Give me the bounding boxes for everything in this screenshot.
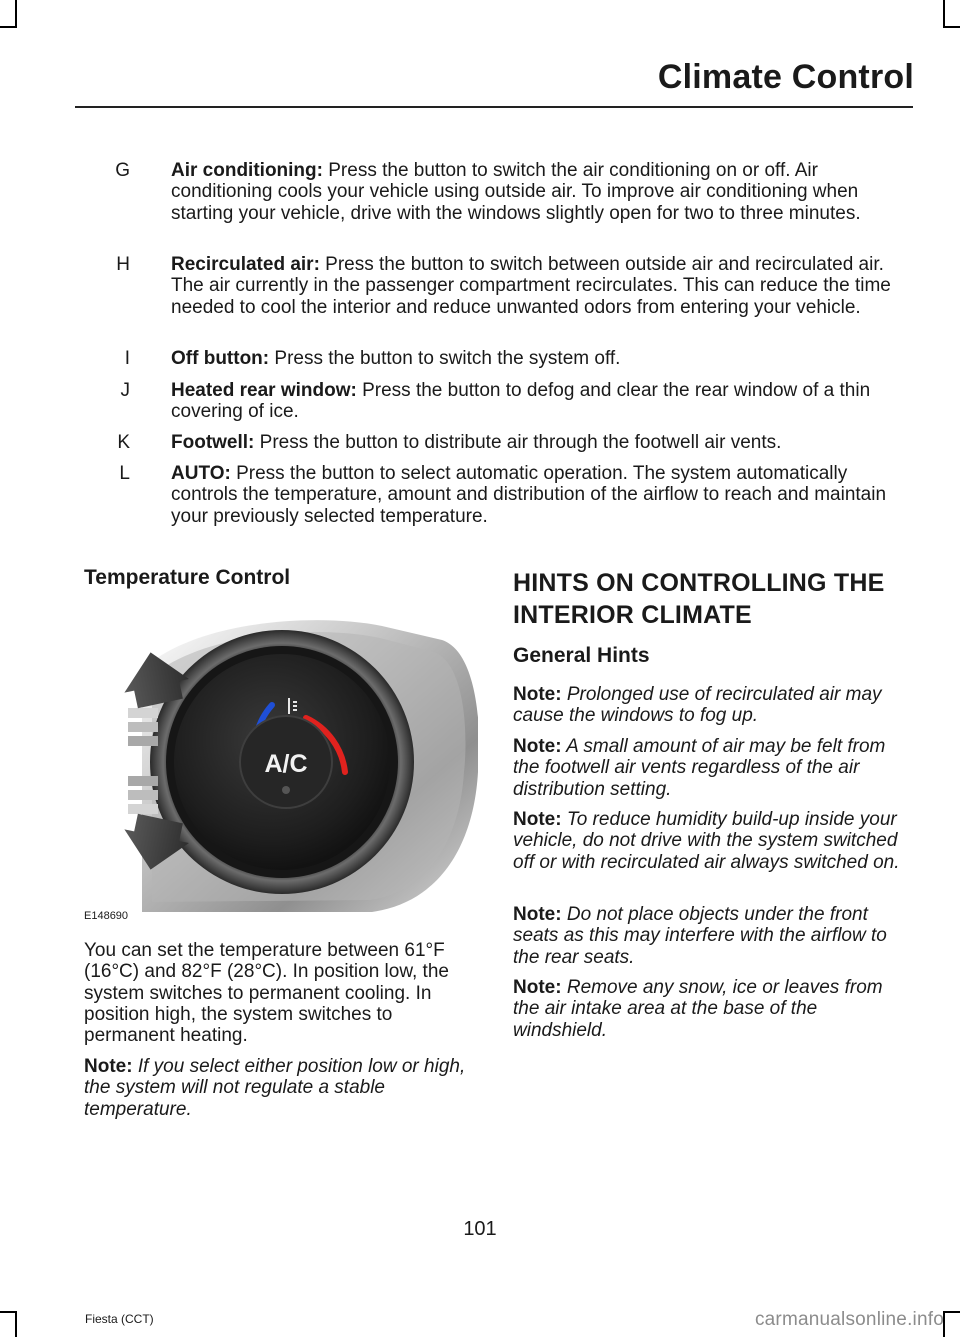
crop-mark (943, 26, 960, 28)
note-label: Note: (513, 809, 562, 830)
note-label: Note: (84, 1056, 133, 1077)
note-label: Note: (513, 684, 562, 705)
temperature-dial-figure (82, 612, 478, 922)
ac-indicator-light (282, 786, 290, 794)
item-term: AUTO: (171, 463, 231, 484)
item-letter: K (117, 432, 130, 453)
item-letter: L (119, 463, 130, 484)
figure-code: E148690 (84, 910, 129, 922)
crop-mark (0, 1311, 17, 1313)
hint-note (513, 684, 913, 727)
section-heading-hints: HINTS ON CONTROLLING THE INTERIOR CLIMATE (513, 569, 885, 629)
crop-mark (15, 0, 17, 28)
item-letter: J (120, 380, 130, 401)
note-text: Prolonged use of recirculated air may cause the windows to fog up. (513, 684, 882, 727)
item-term: Air conditioning: (171, 160, 323, 181)
note-text: To reduce humidity build-up inside your vehicle, do not drive with the system switched off or with recirculated air always switched on. (513, 809, 900, 873)
temperature-note (84, 1056, 479, 1120)
crop-mark (0, 26, 17, 28)
item-text: Press the button to switch between outside air and recirculated air. The air currently in the passenger compartment recirculates. This can reduce the time needed to cool the interior and reduce unwanted odors from entering your vehicle. (171, 254, 891, 318)
section-heading-temperature: Temperature Control (84, 566, 291, 589)
temperature-dial-illustration (82, 612, 478, 922)
item-term: Heated rear window: (171, 380, 357, 401)
item-description (171, 432, 912, 453)
item-letter: G (115, 160, 130, 181)
crop-mark (943, 0, 945, 28)
item-description (171, 254, 912, 318)
note-label: Note: (513, 736, 562, 757)
item-letter: I (124, 348, 130, 369)
note-text: A small amount of air may be felt from the footwell air vents regardless of the air distribution setting. (513, 736, 886, 800)
hint-note (513, 736, 913, 800)
item-description (171, 160, 912, 224)
page-title: Climate Control (657, 58, 914, 96)
item-term: Recirculated air: (171, 254, 320, 275)
item-text: Press the button to switch the air conditioning on or off. Air conditioning cools your vehicle using outside air. To improve air conditioning when starting your vehicle, drive with the windows slightly open for two to three minutes. (171, 160, 861, 224)
item-description (171, 348, 912, 369)
crop-mark (943, 1311, 960, 1313)
note-text: If you select either position low or high, the system will not regulate a stable temperature. (84, 1056, 466, 1120)
footer-model: Fiesta (CCT) (85, 1312, 154, 1326)
note-text: Remove any snow, ice or leaves from the air intake area at the base of the windshield. (513, 977, 883, 1041)
subheading-general-hints: General Hints (513, 644, 650, 667)
hint-note (513, 904, 913, 968)
item-term: Off button: (171, 348, 270, 369)
ac-label: A/C (264, 750, 308, 778)
temperature-body-text: You can set the temperature between 61°F (16°C) and 82°F (28°C). In position low, the system switches to permanent cooling. In position high, the system switches to permanent heating. (84, 940, 449, 1047)
hint-note (513, 809, 913, 873)
header-divider (75, 106, 913, 108)
item-text: Press the button to switch the system off. (269, 348, 621, 369)
page-number: 101 (463, 1218, 497, 1240)
item-letter: H (116, 254, 130, 275)
item-text: Press the button to defog and clear the rear window of a thin covering of ice. (171, 380, 871, 423)
item-description (171, 380, 912, 423)
crop-mark (15, 1311, 17, 1337)
note-label: Note: (513, 977, 562, 998)
hint-note (513, 977, 913, 1041)
item-text: Press the button to select automatic operation. The system automatically controls the temperature, amount and distribution of the airflow to reach and maintain your previously selected temperature. (171, 463, 887, 527)
watermark-text: carmanualsonline.info (754, 1309, 944, 1330)
item-description (171, 463, 912, 527)
item-term: Footwell: (171, 432, 255, 453)
note-label: Note: (513, 904, 562, 925)
note-text: Do not place objects under the front seats as this may interfere with the airflow to the rear seats. (513, 904, 887, 968)
item-text: Press the button to distribute air through the footwell air vents. (254, 432, 782, 453)
